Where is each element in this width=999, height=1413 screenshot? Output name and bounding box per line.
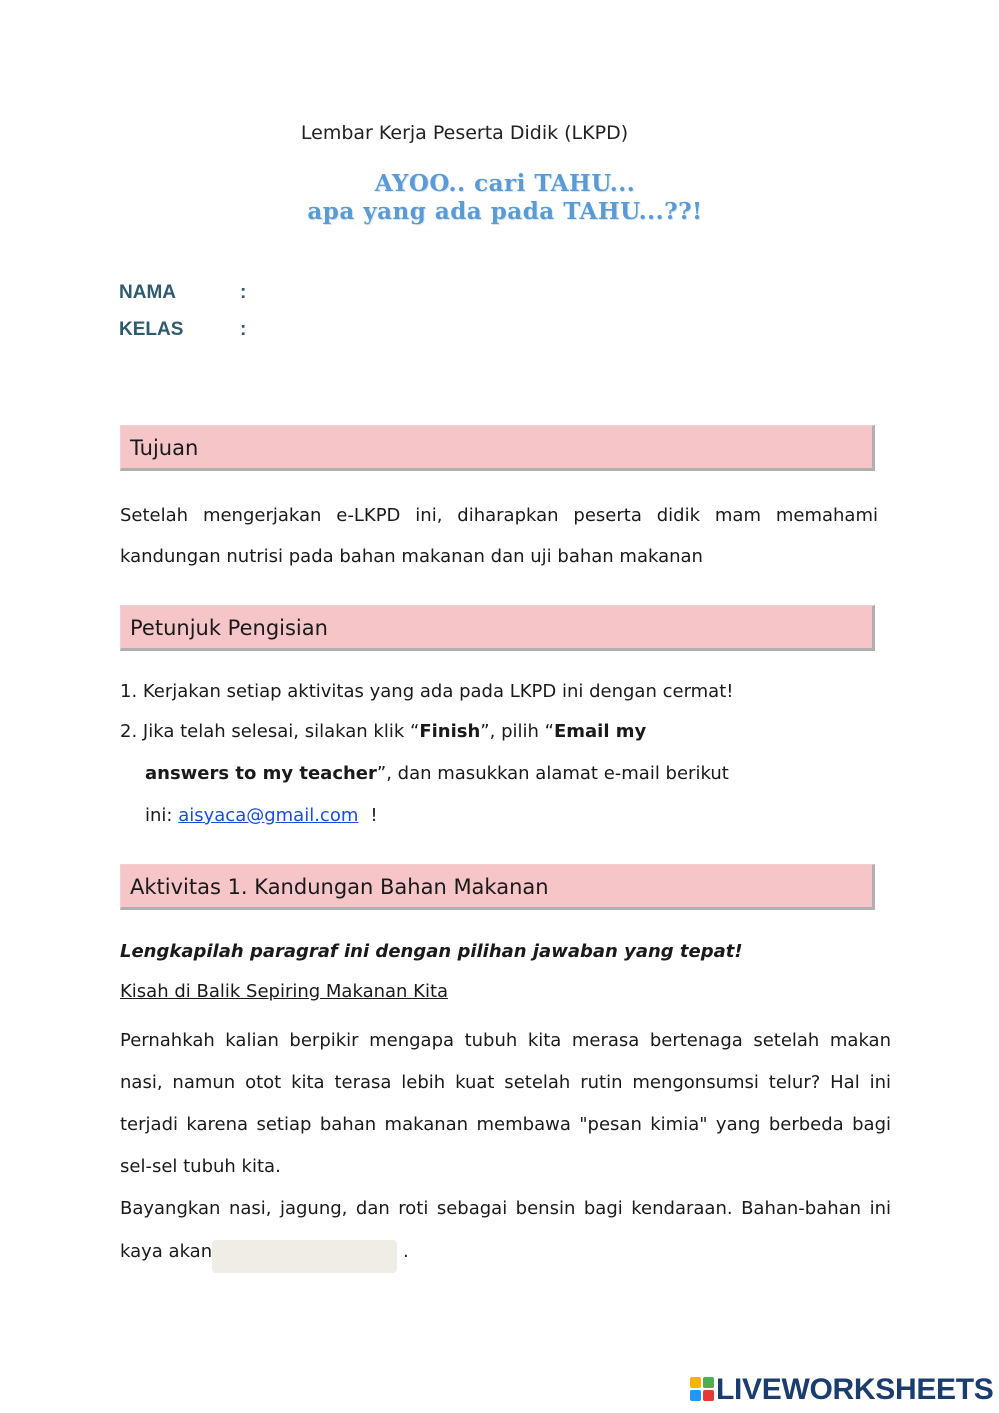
- kelas-colon: :: [240, 319, 247, 340]
- aktivitas-instruction: Lengkapilah paragraf ini dengan pilihan jawaban yang tepat!: [120, 941, 743, 962]
- petunjuk-item-2: 2. Jika telah selesai, silakan klik “Finish”, pilih “Email my: [120, 721, 647, 742]
- aktivitas-banner: [120, 864, 875, 910]
- headline-line-2: apa yang ada pada TAHU...??!: [307, 198, 703, 225]
- answer-blank-1[interactable]: [212, 1240, 397, 1273]
- tujuan-text-line-1: Setelah mengerjakan e-LKPD ini, diharapkan peserta didik mam memahami: [120, 505, 878, 526]
- story-title: Kisah di Balik Sepiring Makanan Kita: [120, 981, 449, 1002]
- aktivitas-title: Aktivitas 1. Kandungan Bahan Makanan: [130, 875, 549, 899]
- nama-label: NAMA: [119, 282, 176, 303]
- tujuan-banner: [120, 425, 875, 471]
- story-p1-line-1: Pernahkah kalian berpikir mengapa tubuh kita merasa bertenaga setelah makan: [120, 1030, 891, 1051]
- story-p2-line-2: kaya akan: [120, 1241, 213, 1262]
- story-p1-line-3: terjadi karena setiap bahan makanan membawa "pesan kimia" yang berbeda bagi: [120, 1114, 891, 1135]
- petunjuk-banner: [120, 605, 875, 651]
- answers-keyword: answers to my teacher: [145, 763, 377, 784]
- tujuan-title: Tujuan: [130, 436, 199, 460]
- worksheet-subtitle: Lembar Kerja Peserta Didik (LKPD): [300, 122, 629, 144]
- story-p2-period: .: [403, 1241, 409, 1262]
- finish-keyword: Finish: [419, 721, 481, 742]
- kelas-label: KELAS: [119, 319, 184, 340]
- headline-line-1: AYOO.. cari TAHU...: [374, 170, 636, 197]
- tujuan-text-line-2: kandungan nutrisi pada bahan makanan dan uji bahan makanan: [120, 546, 703, 567]
- liveworksheets-logo-icon: [690, 1377, 714, 1401]
- teacher-email-link[interactable]: aisyaca@gmail.com: [178, 805, 359, 826]
- petunjuk-item-2-email-line: ini: aisyaca@gmail.com !: [145, 805, 378, 826]
- petunjuk-item-2-cont: answers to my teacher”, dan masukkan alamat e-mail berikut: [145, 763, 729, 784]
- liveworksheets-logo[interactable]: [690, 1373, 994, 1407]
- email-my-keyword: Email my: [553, 721, 647, 742]
- logo-text: LIVEWORKSHEETS: [716, 1373, 994, 1406]
- story-p1-line-2: nasi, namun otot kita terasa lebih kuat setelah rutin mengonsumsi telur? Hal ini: [120, 1072, 891, 1093]
- nama-colon: :: [240, 282, 247, 303]
- story-p1-line-4: sel-sel tubuh kita.: [120, 1156, 281, 1177]
- story-p2-line-1: Bayangkan nasi, jagung, dan roti sebagai bensin bagi kendaraan. Bahan-bahan ini: [120, 1198, 891, 1219]
- petunjuk-item-1: 1. Kerjakan setiap aktivitas yang ada pada LKPD ini dengan cermat!: [120, 681, 734, 702]
- petunjuk-title: Petunjuk Pengisian: [130, 616, 328, 640]
